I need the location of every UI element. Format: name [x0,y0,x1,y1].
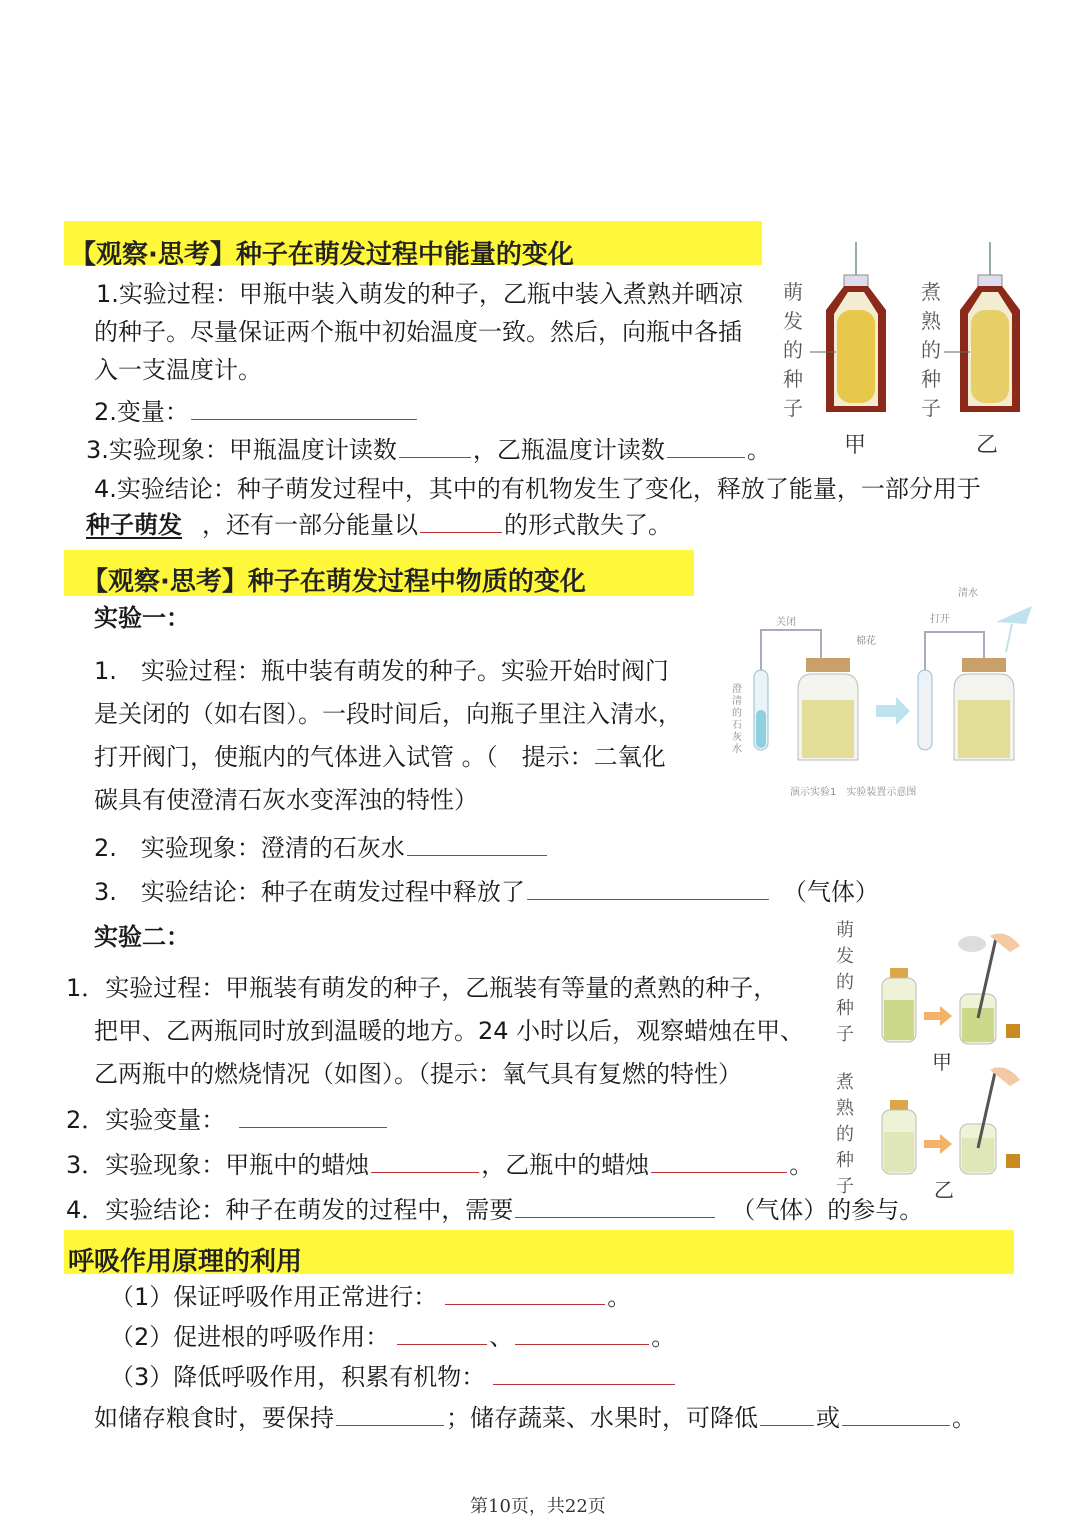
section1-title: 【观察·思考】种子在萌发过程中能量的变化 [70,240,574,270]
s1-variable-label: 2.变量： [94,398,189,426]
fig1-bottles-illustration [810,240,1030,425]
s1-phenomenon [86,438,771,462]
s1-conclusion-fill: 种子萌发 [86,511,182,539]
exp2-phenomenon [66,1153,813,1177]
s3-line1-end: 。 [607,1283,632,1311]
fig2-label-shihuishui: 澄清的石灰水 [732,684,742,755]
bottle-yi-icon [944,242,1020,412]
s3-line1 [110,1285,631,1309]
exp1-conclusion-blank[interactable] [527,898,769,900]
bottle-jia-icon [810,242,886,412]
exp2-phenomenon-c: 。 [789,1151,814,1179]
exp2-variable-label: 2．实验变量： [66,1106,226,1134]
exp1-title: 实验一： [94,604,190,632]
exp2-conclusion-b: （气体）的参与。 [731,1196,924,1224]
s1-phenomenon-b: ，乙瓶温度计读数 [472,436,665,464]
s3-line4-blank-2[interactable] [760,1424,814,1426]
s3-line4-a: 如储存粮食时，要保持 [94,1404,334,1432]
exp2-phenomenon-blank-2[interactable] [651,1171,787,1173]
s3-line2-sep: 、 [489,1323,514,1351]
arrow-jia-icon [924,1006,952,1026]
exp1-phenomenon-blank[interactable] [407,854,547,856]
exp2-phenomenon-b: ，乙瓶中的蜡烛 [481,1151,650,1179]
fig3-yi-caption: 乙 [934,1178,954,1202]
s1-phenomenon-blank-1[interactable] [399,456,471,458]
exp1-line3: 打开阀门，使瓶内的气体进入试管 。（ 提示：二氧化 [94,743,666,771]
section2-title: 【观察·思考】种子在萌发过程中物质的变化 [82,567,586,597]
s3-line1-label: （1）保证呼吸作用正常进行： [110,1283,438,1311]
arrow-right-icon [876,697,910,725]
arrow-yi-icon [924,1134,952,1154]
fig3-bottom-label: 煮熟的种子 [836,1072,854,1197]
yi-bottle-before-icon [882,1100,916,1174]
s1-phenomenon-blank-2[interactable] [667,456,745,458]
s1-process-line1: 1.实验过程：甲瓶中装入萌发的种子，乙瓶中装入煮熟并晒凉 [96,280,743,308]
exp1-conclusion-label: 3. 实验结论：种子在萌发过程中释放了 [94,878,525,906]
s3-line3 [110,1365,677,1389]
seed-bottle-left-icon [798,658,858,760]
exp2-line1: 1．实验过程：甲瓶装有萌发的种子，乙瓶装有等量的煮熟的种子， [66,974,778,1002]
exp2-variable [66,1108,389,1132]
exp1-conclusion [94,880,879,904]
fig2-label-guanbi: 关闭 [776,617,796,628]
exp2-phenomenon-a: 3．实验现象：甲瓶中的蜡烛 [66,1151,370,1179]
s3-line1-blank[interactable] [445,1303,605,1305]
water-funnel-icon [996,606,1032,652]
exp1-phenomenon-label: 2. 实验现象：澄清的石灰水 [94,834,405,862]
s3-line4-d: 。 [952,1404,976,1432]
fig2-apparatus-illustration [726,580,1036,770]
s1-variable [94,400,419,424]
fig1-right-label: 煮熟的种子 [921,280,941,420]
fig1-yi-caption: 乙 [976,433,999,458]
jia-bottle-before-icon [882,968,916,1042]
s3-line4 [94,1406,976,1430]
fig2-label-qingshui: 清水 [958,588,978,599]
fig2-label-mianhua: 棉花 [856,636,876,647]
s3-line2-blank-1[interactable] [397,1343,487,1345]
exp1-line1: 1. 实验过程：瓶中装有萌发的种子。实验开始时阀门 [94,657,669,685]
fig1-left-label: 萌发的种子 [783,280,803,420]
exp1-phenomenon [94,836,549,860]
s1-process-line2: 的种子。尽量保证两个瓶中初始温度一致。然后，向瓶中各插 [94,318,742,346]
s3-line4-blank-1[interactable] [336,1424,444,1426]
s3-line2-end: 。 [651,1323,676,1351]
s1-conclusion-line1: 4.实验结论：种子萌发过程中，其中的有机物发生了变化，释放了能量，一部分用于 [94,475,981,503]
exp2-line2: 把甲、乙两瓶同时放到温暖的地方。24 小时以后，观察蜡烛在甲、 [94,1017,805,1045]
exp2-line3: 乙两瓶中的燃烧情况（如图）。（提示：氧气具有复燃的特性） [94,1060,742,1088]
fig1-jia-caption: 甲 [844,433,867,458]
exp1-line4: 碳具有使澄清石灰水变浑浊的特性） [94,786,478,814]
section3-title: 呼吸作用原理的利用 [68,1247,303,1277]
exp2-title: 实验二： [94,923,190,951]
s1-variable-blank[interactable] [191,418,417,420]
seed-bottle-right-icon [954,658,1014,760]
exp1-conclusion-gas: （气体） [782,878,879,906]
exp2-conclusion [66,1198,923,1222]
page-number: 第10页，共22页 [470,1496,606,1517]
fig3-jia-caption: 甲 [932,1050,952,1074]
s3-line2 [110,1325,675,1349]
s1-phenomenon-a: 3.实验现象：甲瓶温度计读数 [86,436,397,464]
exp2-variable-blank[interactable] [239,1126,387,1128]
s3-line3-blank[interactable] [493,1383,675,1385]
s1-conclusion-line2 [86,513,672,537]
exp2-phenomenon-blank-1[interactable] [371,1171,479,1173]
fig3-top-label: 萌发的种子 [836,920,854,1045]
s1-conclusion-blank[interactable] [420,531,502,533]
exp1-line2: 是关闭的（如右图）。一段时间后，向瓶子里注入清水， [94,700,682,728]
s3-line3-label: （3）降低呼吸作用，积累有机物： [110,1363,486,1391]
s1-phenomenon-c: 。 [746,436,771,464]
exp2-conclusion-a: 4．实验结论：种子在萌发的过程中，需要 [66,1196,514,1224]
s3-line2-blank-2[interactable] [515,1343,649,1345]
jia-bottle-after-icon [958,934,1020,1044]
s3-line4-c: 或 [816,1404,840,1432]
s1-conclusion-c: 的形式散失了。 [504,511,672,539]
fig2-label-daka: 打开 [930,614,950,625]
exp2-conclusion-blank[interactable] [515,1216,715,1218]
s3-line4-blank-3[interactable] [842,1424,950,1426]
s3-line4-b: ；储存蔬菜、水果时，可降低 [446,1404,758,1432]
s3-line2-label: （2）促进根的呼吸作用： [110,1323,390,1351]
s1-conclusion-b: ，还有一部分能量以 [202,511,418,539]
fig2-caption: 演示实验1 实验装置示意图 [790,787,917,798]
s1-process-line3: 入一支温度计。 [94,356,262,384]
yi-bottle-after-icon [960,1068,1020,1174]
